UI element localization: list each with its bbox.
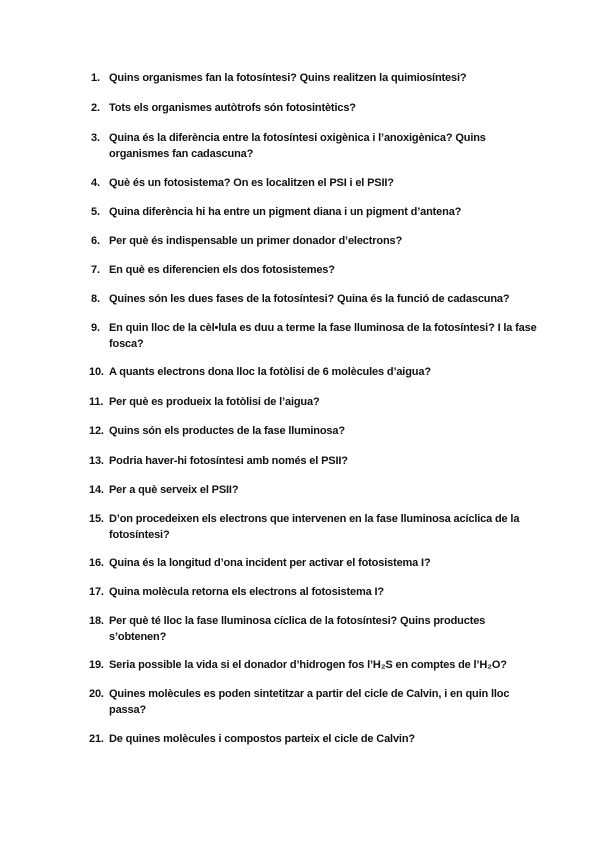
question-item xyxy=(91,204,541,220)
question-number: 8. xyxy=(91,293,100,305)
question-text: Per què es produeix la fotòlisi de l’aigua? xyxy=(109,396,320,408)
question-text: Quina és la diferència entre la fotosíntesi oxigènica i l’anoxigènica? Quins organismes fan cadascuna? xyxy=(109,132,486,160)
question-item xyxy=(91,262,541,278)
question-number: 15. xyxy=(89,513,104,525)
question-item xyxy=(91,731,541,747)
question-item xyxy=(91,320,541,352)
question-number: 4. xyxy=(91,177,100,189)
question-number: 10. xyxy=(89,366,104,378)
question-number: 21. xyxy=(89,733,104,745)
question-item xyxy=(91,364,541,380)
question-text: Quines molècules es poden sintetitzar a partir del cicle de Calvin, i en quin lloc passa? xyxy=(109,688,510,716)
question-number: 1. xyxy=(91,72,100,84)
question-text: Seria possible la vida si el donador d’hidrogen fos l’H₂S en comptes de l’H₂O? xyxy=(109,659,507,671)
question-item xyxy=(91,233,541,249)
question-text: A quants electrons dona lloc la fotòlisi de 6 molècules d’aigua? xyxy=(109,366,431,378)
question-item xyxy=(91,657,541,673)
question-text: Tots els organismes autòtrofs són fotosintètics? xyxy=(109,102,356,114)
question-number: 9. xyxy=(91,322,100,334)
question-number: 2. xyxy=(91,102,100,114)
question-item xyxy=(91,555,541,571)
question-text: Quina diferència hi ha entre un pigment diana i un pigment d’antena? xyxy=(109,206,462,218)
question-text: Per a què serveix el PSII? xyxy=(109,484,239,496)
question-text: Què és un fotosistema? On es localitzen el PSI i el PSII? xyxy=(109,177,394,189)
question-text: Quins organismes fan la fotosíntesi? Quins realitzen la quimiosíntesi? xyxy=(109,72,467,84)
question-item xyxy=(91,394,541,410)
question-text: Per què té lloc la fase lluminosa cíclica de la fotosíntesi? Quins productes s’obtenen? xyxy=(109,615,486,643)
question-item xyxy=(91,511,541,543)
question-number: 3. xyxy=(91,132,100,144)
question-number: 5. xyxy=(91,206,100,218)
question-item xyxy=(91,686,541,718)
question-text: Quina molècula retorna els electrons al fotosistema I? xyxy=(109,586,384,598)
question-item xyxy=(91,613,541,645)
question-text: De quines molècules i compostos parteix el cicle de Calvin? xyxy=(109,733,415,745)
question-item xyxy=(91,291,541,307)
question-text: Podria haver-hi fotosíntesi amb només el PSII? xyxy=(109,455,348,467)
question-number: 18. xyxy=(89,615,104,627)
question-number: 7. xyxy=(91,264,100,276)
question-number: 14. xyxy=(89,484,104,496)
question-item xyxy=(91,130,541,162)
question-text: Quines són les dues fases de la fotosíntesi? Quina és la funció de cadascuna? xyxy=(109,293,510,305)
question-item xyxy=(91,453,541,469)
question-number: 16. xyxy=(89,557,104,569)
question-item xyxy=(91,70,541,86)
question-number: 12. xyxy=(89,425,104,437)
question-text: D’on procedeixen els electrons que intervenen en la fase lluminosa acíclica de la fotosíntesi? xyxy=(109,513,520,541)
question-item xyxy=(91,584,541,600)
question-text: En quin lloc de la cèl•lula es duu a terme la fase lluminosa de la fotosíntesi? I la fase fosca? xyxy=(109,322,537,350)
question-text: Per què és indispensable un primer donador d’electrons? xyxy=(109,235,403,247)
question-text: Quina és la longitud d’ona incident per activar el fotosistema I? xyxy=(109,557,431,569)
question-number: 11. xyxy=(89,396,104,408)
question-item xyxy=(91,423,541,439)
question-number: 19. xyxy=(89,659,104,671)
question-item xyxy=(91,175,541,191)
question-number: 6. xyxy=(91,235,100,247)
question-text: Quins són els productes de la fase lluminosa? xyxy=(109,425,345,437)
question-item xyxy=(91,482,541,498)
question-number: 13. xyxy=(89,455,104,467)
question-text: En què es diferencien els dos fotosistemes? xyxy=(109,264,335,276)
question-number: 17. xyxy=(89,586,104,598)
question-item xyxy=(91,100,541,116)
question-number: 20. xyxy=(89,688,104,700)
